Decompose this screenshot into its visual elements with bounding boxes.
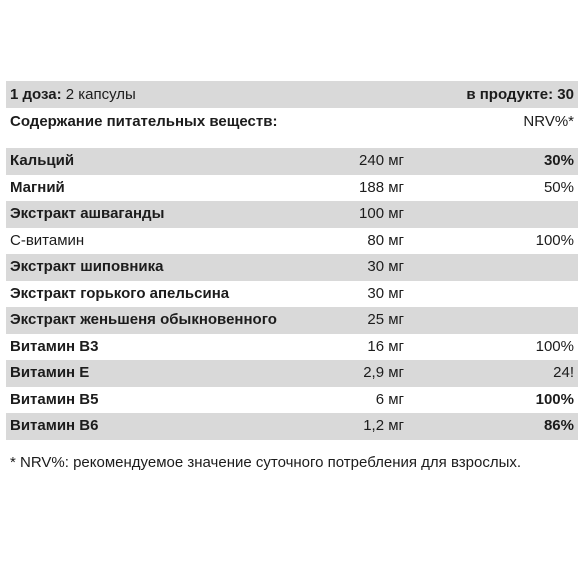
nutrient-name: Экстракт горького апельсина <box>10 284 230 302</box>
nutrient-row <box>6 228 578 255</box>
dose-value: 2 капсулы <box>65 86 136 103</box>
nutrient-row <box>6 254 578 281</box>
nutrient-row <box>6 175 578 202</box>
nrv-header: NRV%* <box>523 113 574 130</box>
nutrient-amount: 1,2 мг <box>363 417 404 434</box>
nutrient-name: Экстракт шиповника <box>10 258 164 275</box>
nutrient-amount: 2,9 мг <box>363 364 404 381</box>
nutrient-amount: 240 мг <box>359 152 404 169</box>
nutrient-nrv: 100% <box>535 337 574 355</box>
nutrient-name: Витамин B6 <box>10 417 99 434</box>
nutrient-row <box>6 387 578 414</box>
nutrient-nrv: 30% <box>543 152 574 169</box>
servings-per-product: в продукте: 30 <box>466 86 574 103</box>
nutrient-name: Витамин B3 <box>10 337 99 355</box>
dose-label: 1 доза: <box>10 86 62 103</box>
nutrient-row <box>6 148 578 175</box>
table-spacer <box>6 136 578 148</box>
content-header-row <box>6 108 578 136</box>
nutrient-nrv: 100% <box>535 390 574 408</box>
nutrient-amount: 30 мг <box>367 258 404 275</box>
dose-row <box>6 81 578 108</box>
nutrition-table <box>6 81 578 440</box>
nutrient-row <box>6 413 578 440</box>
nutrient-list <box>6 148 578 440</box>
nutrient-name: Экстракт женьшеня обыкновенного <box>10 311 277 328</box>
nrv-footnote: * NRV%: рекомендуемое значение суточного потребления для взрослых. <box>10 454 522 471</box>
nutrient-row <box>6 360 578 387</box>
nutrient-name: Магний <box>10 178 65 196</box>
nutrient-nrv: 50% <box>543 178 574 196</box>
nutrient-nrv: 86% <box>543 417 574 434</box>
content-label: Содержание питательных веществ: <box>10 113 278 130</box>
nutrient-nrv: 24! <box>553 364 574 381</box>
nutrient-amount: 188 мг <box>359 178 404 196</box>
nutrient-row <box>6 201 578 228</box>
nutrient-row <box>6 281 578 308</box>
nutrient-amount: 25 мг <box>367 311 404 328</box>
dose-info <box>10 81 136 108</box>
nutrient-name: Витамин B5 <box>10 390 99 408</box>
nutrient-name: Экстракт ашваганды <box>10 205 165 222</box>
nutrient-row <box>6 307 578 334</box>
nutrient-amount: 30 мг <box>367 284 404 302</box>
nutrient-amount: 6 мг <box>375 390 404 408</box>
nutrient-amount: 16 мг <box>367 337 404 355</box>
nutrient-nrv: 100% <box>535 231 574 249</box>
nutrient-amount: 100 мг <box>359 205 404 222</box>
nutrient-row <box>6 334 578 361</box>
nutrient-amount: 80 мг <box>367 231 404 249</box>
nutrient-name: С-витамин <box>10 231 85 249</box>
nutrient-name: Кальций <box>10 152 75 169</box>
nutrient-name: Витамин E <box>10 364 90 381</box>
